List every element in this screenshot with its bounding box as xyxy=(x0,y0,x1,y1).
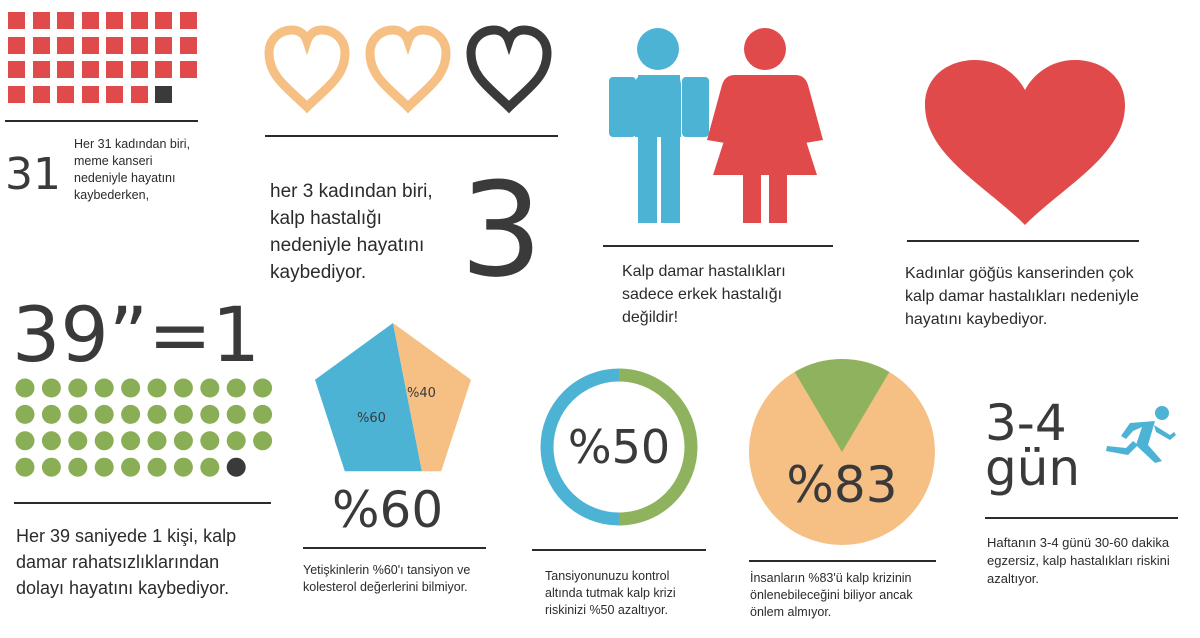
pentagon-chart xyxy=(315,325,475,475)
stat-headline-line2: gün xyxy=(985,439,1081,497)
dot xyxy=(174,405,193,424)
pie-center-label: %83 xyxy=(786,456,898,514)
dot xyxy=(121,458,140,477)
dot xyxy=(253,405,272,424)
dot xyxy=(227,379,246,398)
stat-headline-line1: 3-4 xyxy=(985,394,1067,452)
dot xyxy=(68,379,87,398)
dot xyxy=(227,405,246,424)
dot xyxy=(16,458,35,477)
stat-description: Yetişkinlerin %60'ı tansiyon ve kolesterol değerlerini bilmiyor. xyxy=(303,563,471,594)
dot xyxy=(148,458,167,477)
stat-number: 31 xyxy=(5,149,61,200)
divider xyxy=(985,517,1178,519)
slice-label: %40 xyxy=(407,386,436,401)
dot xyxy=(42,431,61,450)
dot xyxy=(95,405,114,424)
divider xyxy=(5,120,198,122)
stat-description: Kalp damar hastalıkları sadece erkek hastalığı değildir! xyxy=(622,263,786,326)
dot xyxy=(42,379,61,398)
male-figure-icon xyxy=(609,28,709,223)
dot xyxy=(68,405,87,424)
dot xyxy=(95,379,114,398)
grid-square xyxy=(131,37,148,54)
grid-square xyxy=(180,12,197,29)
stat-number: %60 xyxy=(332,481,444,539)
grid-square xyxy=(33,12,50,29)
heart-outline-icon xyxy=(269,30,345,107)
grid-square xyxy=(131,12,148,29)
dot-grid xyxy=(15,378,275,488)
pie-chart xyxy=(747,357,937,547)
grid-square xyxy=(33,37,50,54)
dot xyxy=(95,431,114,450)
ring-chart xyxy=(534,366,704,536)
grid-square xyxy=(8,61,25,78)
dot xyxy=(253,431,272,450)
heart-outline-icon xyxy=(471,30,547,107)
dot xyxy=(174,379,193,398)
grid-square xyxy=(131,86,148,103)
grid-square xyxy=(180,61,197,78)
dot xyxy=(95,458,114,477)
stat-description: Haftanın 3-4 günü 30-60 dakika egzersiz, kalp hastalıkları riskini azaltıyor. xyxy=(987,535,1170,586)
stat-description: Tansiyonunuzu kontrol altında tutmak kalp krizi riskinizi %50 azaltıyor. xyxy=(545,569,676,617)
grid-square xyxy=(33,61,50,78)
grid-square xyxy=(155,86,172,103)
dot xyxy=(16,431,35,450)
gender-figures xyxy=(605,25,825,235)
stat-description: İnsanların %83'ü kalp krizinin önlenebileceğini biliyor ancak önlem almıyor. xyxy=(750,571,913,619)
grid-square xyxy=(82,61,99,78)
grid-square xyxy=(57,61,74,78)
dot xyxy=(200,379,219,398)
divider xyxy=(303,547,486,549)
dot xyxy=(227,431,246,450)
heart-icon xyxy=(925,60,1125,230)
running-person-icon xyxy=(1100,405,1180,465)
stat-description: her 3 kadından biri, kalp hastalığı nedeniyle hayatını kaybediyor. xyxy=(270,181,433,283)
divider xyxy=(907,240,1139,242)
stat-description: Kadınlar göğüs kanserinden çok kalp damar hastalıkları nedeniyle hayatını kaybediyor. xyxy=(905,265,1139,328)
divider xyxy=(14,502,271,504)
divider xyxy=(603,245,833,247)
divider xyxy=(265,135,558,137)
dot xyxy=(148,405,167,424)
grid-square xyxy=(82,86,99,103)
grid-square xyxy=(33,86,50,103)
grid-square xyxy=(8,12,25,29)
grid-square xyxy=(131,61,148,78)
grid-square xyxy=(8,37,25,54)
dot xyxy=(16,405,35,424)
dot xyxy=(68,458,87,477)
grid-square xyxy=(8,86,25,103)
grid-square xyxy=(155,37,172,54)
dot xyxy=(42,458,61,477)
dot xyxy=(227,458,246,477)
grid-square xyxy=(57,86,74,103)
dot xyxy=(16,379,35,398)
grid-square xyxy=(57,12,74,29)
dot xyxy=(200,431,219,450)
dot xyxy=(42,405,61,424)
slice-label: %60 xyxy=(357,411,386,426)
stat-description: Her 31 kadından biri, meme kanseri nedeniyle hayatını kaybederken, xyxy=(74,137,191,202)
grid-square xyxy=(106,61,123,78)
divider xyxy=(532,549,706,551)
female-figure-icon xyxy=(707,28,823,223)
dot xyxy=(148,379,167,398)
stat-number: 3 xyxy=(460,154,543,306)
grid-square xyxy=(82,12,99,29)
grid-square xyxy=(106,37,123,54)
grid-square xyxy=(57,37,74,54)
grid-square xyxy=(155,12,172,29)
square-grid xyxy=(8,12,203,107)
stat-headline: 39”=1 xyxy=(12,290,261,379)
grid-square xyxy=(106,12,123,29)
stat-description: Her 39 saniyede 1 kişi, kalp damar rahatsızlıklarından dolayı hayatını kaybediyor. xyxy=(16,526,237,598)
dot xyxy=(121,431,140,450)
dot xyxy=(174,431,193,450)
dot xyxy=(200,458,219,477)
grid-square xyxy=(180,37,197,54)
dot xyxy=(68,431,87,450)
divider xyxy=(749,560,936,562)
dot xyxy=(121,379,140,398)
dot xyxy=(253,379,272,398)
hearts-row xyxy=(265,25,565,115)
dot xyxy=(174,458,193,477)
grid-square xyxy=(82,37,99,54)
heart-outline-icon xyxy=(370,30,446,107)
dot xyxy=(121,405,140,424)
dot xyxy=(200,405,219,424)
dot xyxy=(148,431,167,450)
grid-square xyxy=(155,61,172,78)
ring-center-label: %50 xyxy=(567,420,671,474)
grid-square xyxy=(106,86,123,103)
